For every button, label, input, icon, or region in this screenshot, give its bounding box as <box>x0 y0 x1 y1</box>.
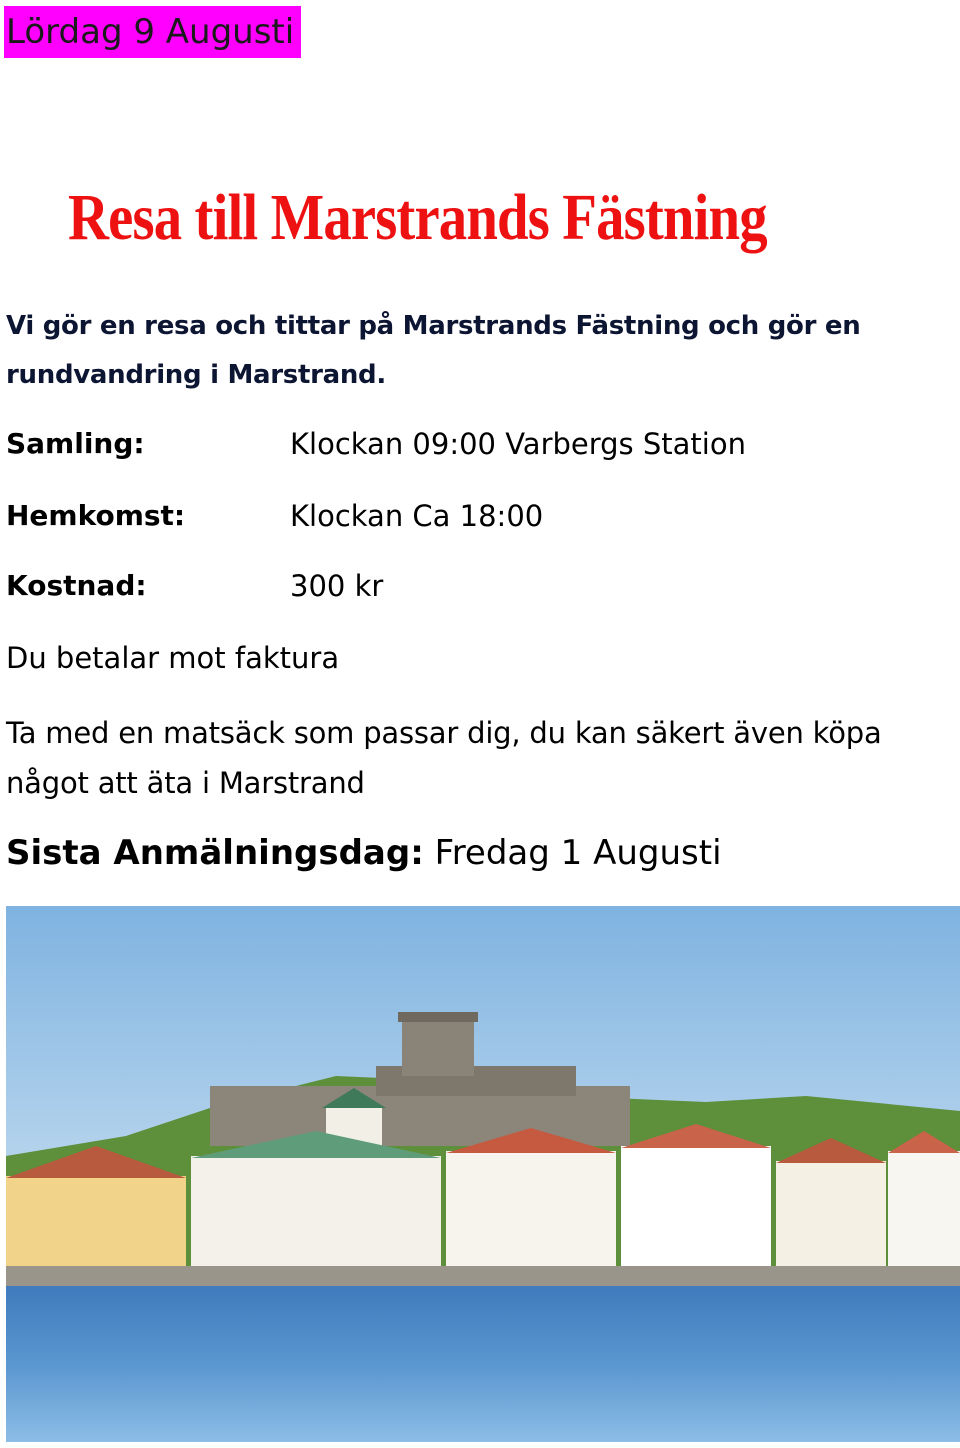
cost-row <box>6 566 946 606</box>
gathering-value: Klockan 09:00 Varbergs Station <box>290 427 746 461</box>
marstrand-harbor-illustration <box>6 906 960 1442</box>
date-banner: Lördag 9 Augusti <box>4 6 301 58</box>
return-value: Klockan Ca 18:00 <box>290 499 544 533</box>
payment-note: Du betalar mot faktura <box>6 641 340 675</box>
gathering-label: Samling: <box>6 427 145 460</box>
return-label: Hemkomst: <box>6 499 186 532</box>
registration-deadline <box>6 828 722 878</box>
return-row <box>6 496 946 536</box>
bring-lunch-note: Ta med en matsäck som passar dig, du kan säkert även köpa något att äta i Marstrand <box>6 716 882 800</box>
intro-paragraph: Vi gör en resa och tittar på Marstrands Fästning och gör en rundvandring i Marstrand. <box>6 311 861 390</box>
water <box>6 1286 960 1442</box>
gathering-row <box>6 424 946 464</box>
quay <box>6 1266 960 1286</box>
marstrand-photo <box>6 906 960 1442</box>
page-title: Resa till Marstrands Fästning <box>68 181 767 254</box>
deadline-label: Sista Anmälningsdag: <box>6 833 424 873</box>
fortress-tower <box>402 1016 474 1076</box>
fortress-tower-top <box>398 1012 478 1022</box>
cost-label: Kostnad: <box>6 569 147 602</box>
deadline-value: Fredag 1 Augusti <box>423 833 722 873</box>
cost-value: 300 kr <box>290 569 384 603</box>
